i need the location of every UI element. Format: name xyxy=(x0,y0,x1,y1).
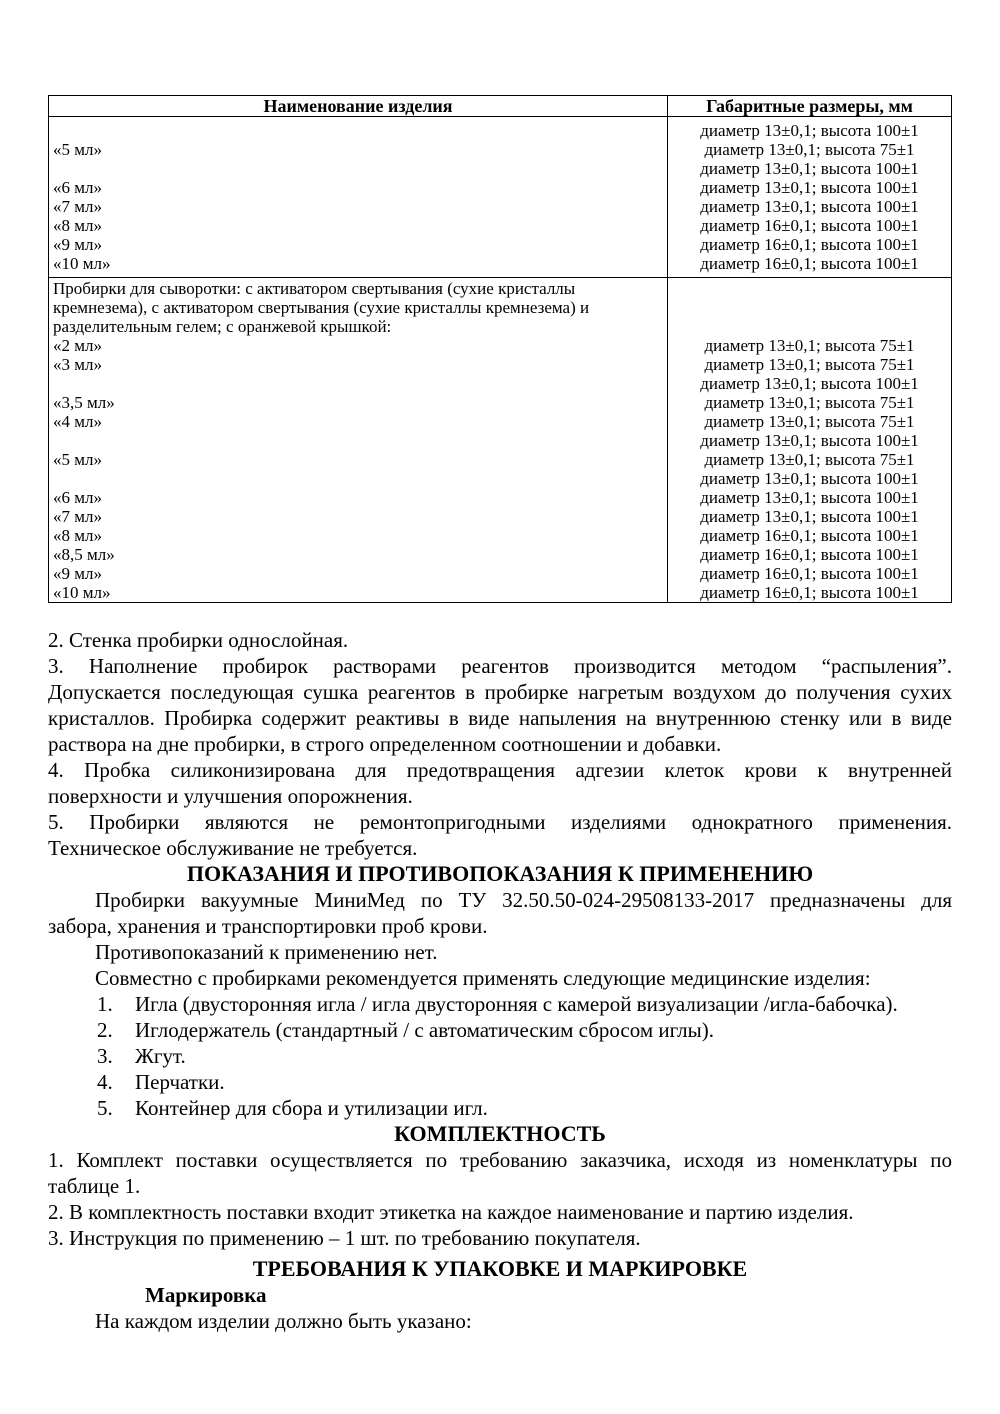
list-item-number: 1. xyxy=(97,992,113,1016)
dimension-value: диаметр 13±0,1; высота 100±1 xyxy=(700,197,919,216)
dimension-value: диаметр 13±0,1; высота 100±1 xyxy=(700,121,919,140)
dimension-value: диаметр 13±0,1; высота 75±1 xyxy=(704,393,915,412)
dimension-value: диаметр 16±0,1; высота 100±1 xyxy=(700,583,919,602)
empty-size-line xyxy=(668,298,951,317)
note-paragraph-5 xyxy=(48,809,952,861)
dimension-value: диаметр 13±0,1; высота 100±1 xyxy=(700,507,919,526)
dimension-value: диаметр 16±0,1; высота 100±1 xyxy=(700,564,919,583)
paragraph-line: таблице 1. xyxy=(48,1174,141,1198)
note-line: 2. Стенка пробирки однослойная. xyxy=(48,628,349,652)
recommended-device-item xyxy=(97,1095,952,1121)
marking-subheading: Маркировка xyxy=(145,1283,267,1307)
note-line: раствора на дне пробирки, в строго определенном соотношении и добавки. xyxy=(48,732,722,756)
indications-section xyxy=(48,861,952,1121)
dimension-value: диаметр 13±0,1; высота 100±1 xyxy=(700,431,919,450)
note-paragraph-3 xyxy=(48,653,952,757)
dimension-value: диаметр 16±0,1; высота 100±1 xyxy=(700,235,919,254)
note-paragraph-4 xyxy=(48,757,952,809)
note-line: кристаллов. Пробирка содержит реактивы в виде напыления на внутреннюю стенку или в виде xyxy=(48,706,952,730)
note-line: 5. Пробирки являются не ремонтопригодными изделиями однократного применения. xyxy=(48,810,952,834)
product-volume-label: «7 мл» xyxy=(53,197,102,216)
marking-paragraph-1: На каждом изделии должно быть указано: xyxy=(95,1309,472,1333)
product-volume-label xyxy=(49,159,667,178)
table-name-cell xyxy=(49,117,668,277)
completeness-item-1 xyxy=(48,1147,952,1199)
dimension-value: диаметр 13±0,1; высота 100±1 xyxy=(700,488,919,507)
indications-paragraph-1 xyxy=(48,887,952,939)
table-row-section-1 xyxy=(49,117,951,278)
section-heading-completeness: КОМПЛЕКТНОСТЬ xyxy=(394,1121,606,1146)
list-item-text: Иглодержатель (стандартный / с автоматическим сбросом иглы). xyxy=(135,1018,715,1042)
product-description-line: разделительным гелем; с оранжевой крышкой: xyxy=(53,317,392,336)
packaging-section xyxy=(48,1256,952,1334)
note-line: 3. Наполнение пробирок растворами реагентов производится методом “распыления”. xyxy=(48,654,952,678)
dimension-value: диаметр 13±0,1; высота 100±1 xyxy=(700,159,919,178)
list-item-number: 4. xyxy=(97,1070,113,1094)
table-header-row xyxy=(49,96,951,117)
table-name-cell xyxy=(49,278,668,602)
dimension-value: диаметр 16±0,1; высота 100±1 xyxy=(700,216,919,235)
recommended-devices-list xyxy=(48,991,952,1121)
paragraph-line: забора, хранения и транспортировки проб крови. xyxy=(48,914,488,938)
product-volume-label: «3 мл» xyxy=(53,355,102,374)
dimension-value: диаметр 13±0,1; высота 100±1 xyxy=(700,469,919,488)
list-item-text: Игла (двусторонняя игла / игла двусторонняя с камерой визуализации /игла-бабочка). xyxy=(135,992,898,1016)
recommended-device-item xyxy=(97,1069,952,1095)
product-volume-label: «8,5 мл» xyxy=(53,545,115,564)
product-volume-label: «2 мл» xyxy=(53,336,102,355)
product-volume-label: «6 мл» xyxy=(53,178,102,197)
paragraph-line: 1. Комплект поставки осуществляется по требованию заказчика, исходя из номенклатуры по xyxy=(48,1148,952,1172)
dimension-value: диаметр 13±0,1; высота 100±1 xyxy=(700,374,919,393)
completeness-item-2: 2. В комплектность поставки входит этикетка на каждое наименование и партию изделия. xyxy=(48,1200,854,1224)
product-description-line: кремнезема), с активатором свертывания (сухие кристаллы кремнезема) и xyxy=(53,298,590,317)
note-line: Допускается последующая сушка реагентов в пробирке нагретым воздухом до получения сухих xyxy=(48,680,952,704)
product-volume-label xyxy=(49,469,667,488)
table-row-section-2 xyxy=(49,278,951,602)
list-item-number: 5. xyxy=(97,1096,113,1120)
product-description-line: Пробирки для сыворотки: с активатором свертывания (сухие кристаллы xyxy=(53,279,576,298)
note-line: Техническое обслуживание не требуется. xyxy=(48,836,418,860)
indications-paragraph-2: Противопоказаний к применению нет. xyxy=(95,940,438,964)
dimension-value: диаметр 13±0,1; высота 100±1 xyxy=(700,178,919,197)
paragraph-line: Пробирки вакуумные МиниМед по ТУ 32.50.50-024-29508133-2017 предназначены для xyxy=(95,888,952,912)
indications-paragraph-3: Совместно с пробирками рекомендуется применять следующие медицинские изделия: xyxy=(95,966,871,990)
list-item-number: 2. xyxy=(97,1018,113,1042)
list-item-number: 3. xyxy=(97,1044,113,1068)
list-item-text: Перчатки. xyxy=(135,1070,225,1094)
section-heading-packaging: ТРЕБОВАНИЯ К УПАКОВКЕ И МАРКИРОВКЕ xyxy=(252,1256,748,1281)
product-volume-label xyxy=(49,431,667,450)
recommended-device-item xyxy=(97,1043,952,1069)
product-volume-label: «8 мл» xyxy=(53,216,102,235)
dimension-value: диаметр 16±0,1; высота 100±1 xyxy=(700,254,919,273)
note-line: поверхности и улучшения опорожнения. xyxy=(48,784,413,808)
table-size-cell xyxy=(668,278,951,602)
recommended-device-item xyxy=(97,991,952,1017)
dimension-value: диаметр 13±0,1; высота 75±1 xyxy=(704,140,915,159)
dimension-value: диаметр 16±0,1; высота 100±1 xyxy=(700,545,919,564)
list-item-text: Контейнер для сбора и утилизации игл. xyxy=(135,1096,488,1120)
product-table xyxy=(48,95,952,603)
dimension-value: диаметр 16±0,1; высота 100±1 xyxy=(700,526,919,545)
dimension-value: диаметр 13±0,1; высота 75±1 xyxy=(704,450,915,469)
completeness-item-3: 3. Инструкция по применению – 1 шт. по требованию покупателя. xyxy=(48,1226,641,1250)
notes-section xyxy=(48,627,952,861)
dimension-value: диаметр 13±0,1; высота 75±1 xyxy=(704,336,915,355)
recommended-device-item xyxy=(97,1017,952,1043)
product-volume-label: «5 мл» xyxy=(53,140,102,159)
table-header-size: Габаритные размеры, мм xyxy=(706,96,913,116)
product-volume-label: «4 мл» xyxy=(53,412,102,431)
table-size-cell xyxy=(668,117,951,277)
note-paragraph-2 xyxy=(48,627,952,653)
completeness-section xyxy=(48,1121,952,1251)
product-volume-label: «7 мл» xyxy=(53,507,102,526)
section-heading-indications: ПОКАЗАНИЯ И ПРОТИВОПОКАЗАНИЯ К ПРИМЕНЕНИЮ xyxy=(186,861,814,886)
product-volume-label: «10 мл» xyxy=(53,583,111,602)
product-volume-label xyxy=(49,374,667,393)
empty-size-line xyxy=(668,317,951,336)
product-volume-label: «9 мл» xyxy=(53,564,102,583)
table-header-name: Наименование изделия xyxy=(49,96,668,116)
empty-size-line xyxy=(668,279,951,298)
product-volume-label: «5 мл» xyxy=(53,450,102,469)
product-volume-label: «10 мл» xyxy=(53,254,111,273)
product-volume-label: «6 мл» xyxy=(53,488,102,507)
dimension-value: диаметр 13±0,1; высота 75±1 xyxy=(704,412,915,431)
product-volume-label xyxy=(49,121,667,140)
list-item-text: Жгут. xyxy=(135,1044,186,1068)
dimension-value: диаметр 13±0,1; высота 75±1 xyxy=(704,355,915,374)
note-line: 4. Пробка силиконизирована для предотвращения адгезии клеток крови к внутренней xyxy=(48,758,952,782)
product-volume-label: «9 мл» xyxy=(53,235,102,254)
document-content xyxy=(48,95,952,1334)
product-volume-label: «3,5 мл» xyxy=(53,393,115,412)
product-volume-label: «8 мл» xyxy=(53,526,102,545)
